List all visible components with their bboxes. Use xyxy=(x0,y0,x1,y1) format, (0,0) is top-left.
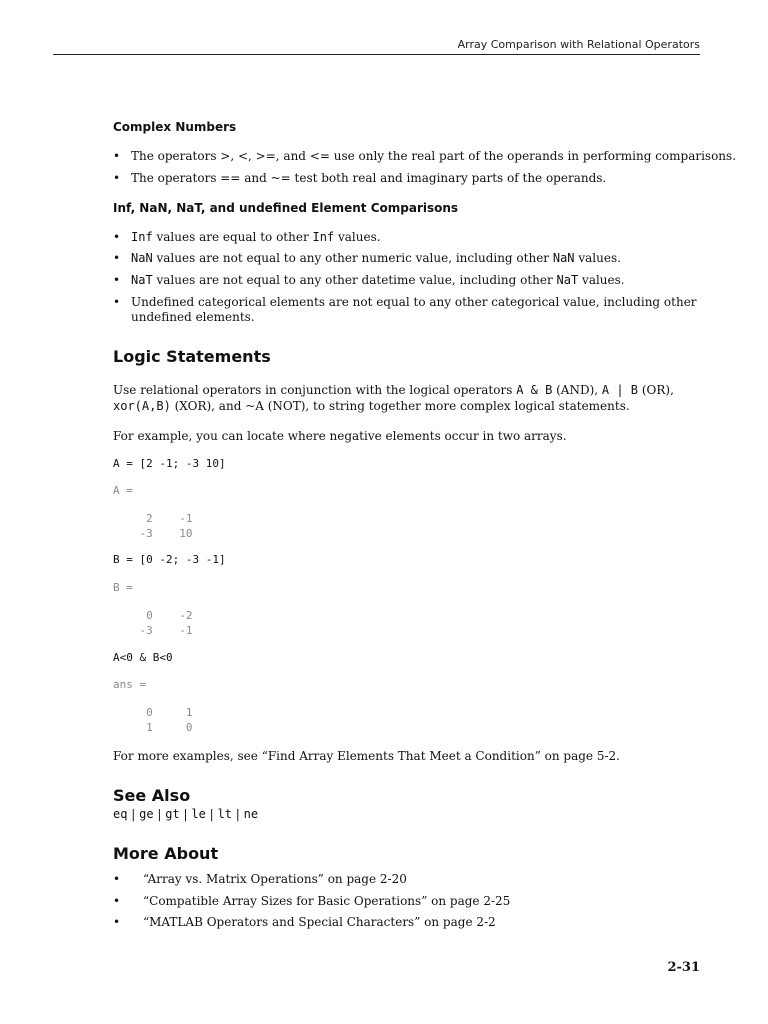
inline-code: NaN xyxy=(131,251,153,265)
bullet: • xyxy=(113,171,121,185)
text-span: values are equal to other xyxy=(152,230,313,244)
text-span: Use relational operators in conjunction with the logical operators xyxy=(113,383,517,397)
output-matrix: 0 -2 -3 -1 xyxy=(139,609,193,637)
separator: | xyxy=(205,807,218,821)
list-item xyxy=(113,148,737,164)
inline-code: A | B xyxy=(601,383,639,397)
more-examples-paragraph: For more examples, see “Find Array Elements That Meet a Condition” on page 5-2. xyxy=(113,749,620,763)
list-item xyxy=(113,871,713,887)
text-span: (OR), xyxy=(638,383,674,397)
list-item xyxy=(113,229,713,245)
bullet: • xyxy=(113,894,121,908)
inline-code: NaN xyxy=(552,251,575,265)
list-item xyxy=(113,893,713,909)
logic-paragraph-line1 xyxy=(113,382,674,398)
page-number: 2-31 xyxy=(667,960,700,975)
output-label: ans = xyxy=(113,678,147,691)
more-about-link[interactable]: “MATLAB Operators and Special Characters” on page 2-2 xyxy=(143,915,496,929)
list-item-text: The operators == and ~= test both real and imaginary parts of the operands. xyxy=(131,171,607,185)
text-span: (XOR), and ~A (NOT), to string together more complex logical statements. xyxy=(170,399,630,413)
see-also-heading: See Also xyxy=(113,786,191,805)
list-item xyxy=(113,250,713,266)
output-matrix: 0 1 1 0 xyxy=(146,706,193,734)
text-span: values. xyxy=(334,230,381,244)
code-line: A<0 & B<0 xyxy=(113,651,173,664)
bullet: • xyxy=(113,295,121,309)
bullet: • xyxy=(113,273,121,287)
text-span: values are not equal to any other datetime value, including other xyxy=(152,273,557,287)
list-item-text xyxy=(131,229,381,245)
header-title: Array Comparison with Relational Operators xyxy=(457,38,700,51)
bullet: • xyxy=(113,872,121,886)
inf-nan-nat-heading: Inf, NaN, NaT, and undefined Element Comparisons xyxy=(113,201,459,215)
separator: | xyxy=(179,807,192,821)
complex-numbers-heading: Complex Numbers xyxy=(113,120,237,134)
inline-code: xor(A,B) xyxy=(113,399,171,413)
bullet: • xyxy=(113,915,121,929)
inline-code: Inf xyxy=(312,230,335,244)
text-span: values. xyxy=(574,251,621,265)
list-item xyxy=(113,272,713,288)
see-also-link-ge[interactable]: ge xyxy=(139,807,154,821)
bullet: • xyxy=(113,230,121,244)
more-about-link[interactable]: “Compatible Array Sizes for Basic Operations” on page 2-25 xyxy=(143,894,511,908)
output-label: B = xyxy=(113,581,133,594)
text-span: values are not equal to any other numeric value, including other xyxy=(152,251,553,265)
more-about-link[interactable]: “Array vs. Matrix Operations” on page 2-20 xyxy=(143,872,407,886)
see-also-link-gt[interactable]: gt xyxy=(165,807,180,821)
see-also-link-eq[interactable]: eq xyxy=(113,807,128,821)
list-item xyxy=(113,294,713,326)
output-label: A = xyxy=(113,484,133,497)
bullet: • xyxy=(113,149,121,163)
see-also-link-le[interactable]: le xyxy=(191,807,206,821)
text-span: (AND), xyxy=(552,383,602,397)
more-about-heading: More About xyxy=(113,844,219,863)
logic-statements-heading: Logic Statements xyxy=(113,347,271,366)
list-item-text xyxy=(131,250,621,266)
separator: | xyxy=(231,807,244,821)
logic-paragraph-line2 xyxy=(113,398,630,414)
running-header xyxy=(53,38,700,55)
see-also-link-lt[interactable]: lt xyxy=(217,807,232,821)
list-item xyxy=(113,170,713,186)
inline-code: A & B xyxy=(516,383,553,397)
list-item-text: The operators >, <, >=, and <= use only the real part of the operands in performing comparisons. xyxy=(131,149,737,163)
inline-code: NaT xyxy=(556,273,579,287)
text-span: values. xyxy=(578,273,625,287)
list-item-text-continued: undefined elements. xyxy=(131,310,255,324)
example-intro-paragraph: For example, you can locate where negative elements occur in two arrays. xyxy=(113,429,567,443)
inline-code: NaT xyxy=(131,273,153,287)
list-item xyxy=(113,914,713,930)
see-also-link-ne[interactable]: ne xyxy=(243,807,259,821)
code-line: A = [2 -1; -3 10] xyxy=(113,457,226,470)
code-line: B = [0 -2; -3 -1] xyxy=(113,553,226,566)
inline-code: Inf xyxy=(131,230,153,244)
separator: | xyxy=(127,807,140,821)
list-item-text xyxy=(131,272,625,288)
bullet: • xyxy=(113,251,121,265)
see-also-list xyxy=(113,806,258,822)
output-matrix: 2 -1 -3 10 xyxy=(139,512,193,540)
separator: | xyxy=(153,807,166,821)
list-item-text: Undefined categorical elements are not equal to any other categorical value, including other xyxy=(131,295,697,309)
